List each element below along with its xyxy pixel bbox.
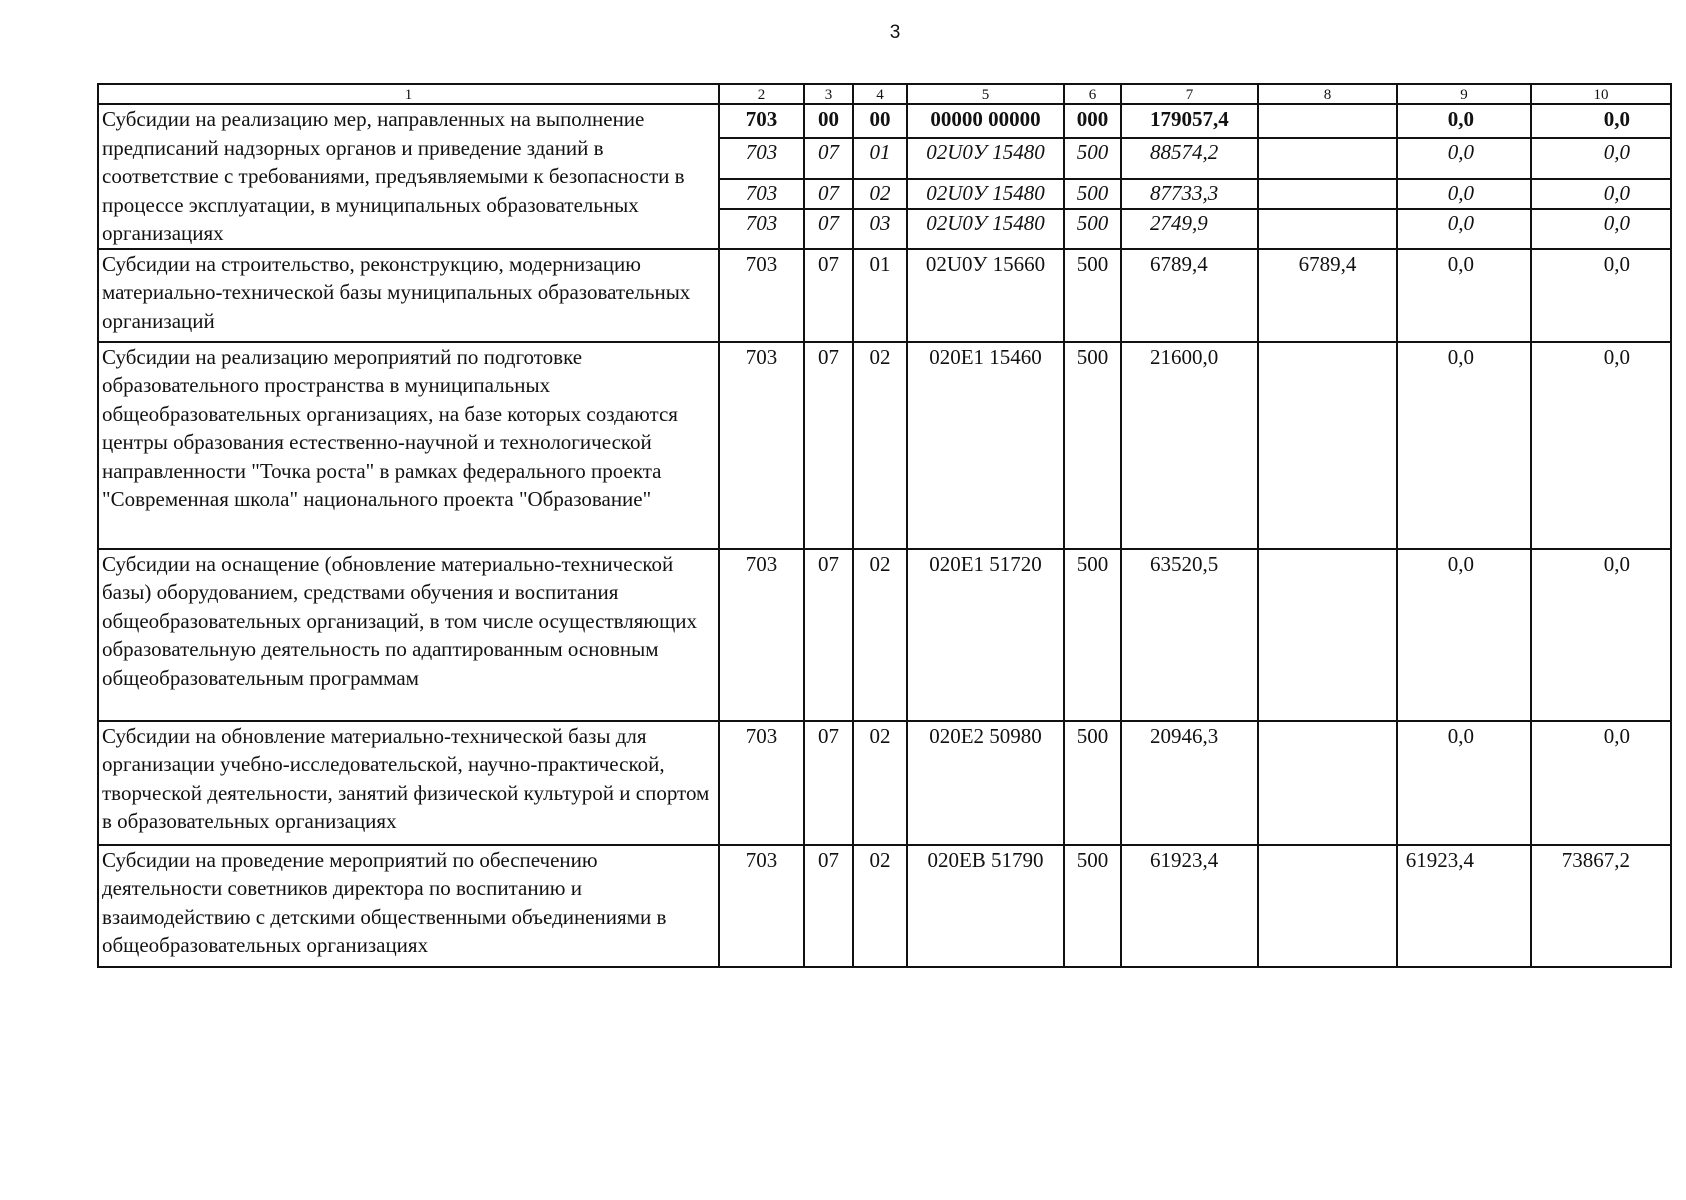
cell-col4: 02 [853,721,907,845]
cell-col7: 87733,3 [1121,179,1258,208]
cell-col8 [1258,179,1397,208]
cell-col3: 07 [804,249,853,342]
cell-col7: 61923,4 [1121,845,1258,967]
cell-col10: 0,0 [1531,549,1671,721]
cell-col7: 20946,3 [1121,721,1258,845]
cell-col8 [1258,721,1397,845]
cell-col8 [1258,104,1397,138]
cell-col3: 07 [804,138,853,180]
cell-col4: 02 [853,549,907,721]
cell-col6: 500 [1064,209,1121,249]
cell-col6: 500 [1064,721,1121,845]
cell-col7: 2749,9 [1121,209,1258,249]
row-description: Субсидии на проведение мероприятий по обеспечению деятельности советников директора по воспитанию и взаимодействию с детскими общественными объединениями в общеобразовательных организациях [98,845,719,967]
cell-col4: 01 [853,138,907,180]
row-description: Субсидии на реализацию мер, направленных на выполнение предписаний надзорных органов и приведение зданий в соответствие с требованиями, предъявляемыми к безопасности в процессе эксплуатации, в муниципальных образовательных организациях [98,104,719,249]
cell-col2: 703 [719,721,804,845]
cell-col6: 500 [1064,845,1121,967]
cell-col3: 07 [804,845,853,967]
cell-col2: 703 [719,549,804,721]
cell-col9: 0,0 [1397,104,1531,138]
column-number: 6 [1064,84,1121,104]
cell-col2: 703 [719,138,804,180]
cell-col9: 0,0 [1397,721,1531,845]
cell-col2: 703 [719,845,804,967]
cell-col10: 0,0 [1531,138,1671,180]
cell-col10: 0,0 [1531,342,1671,549]
cell-col2: 703 [719,179,804,208]
cell-col5: 020E1 51720 [907,549,1064,721]
cell-col2: 703 [719,249,804,342]
cell-col5: 02U0У 15480 [907,209,1064,249]
cell-col8 [1258,845,1397,967]
cell-col8 [1258,209,1397,249]
cell-col5: 020E1 15460 [907,342,1064,549]
cell-col7: 21600,0 [1121,342,1258,549]
cell-col9: 0,0 [1397,249,1531,342]
cell-col10: 0,0 [1531,209,1671,249]
cell-col6: 500 [1064,249,1121,342]
cell-col9: 0,0 [1397,179,1531,208]
column-number: 4 [853,84,907,104]
column-number: 2 [719,84,804,104]
cell-col5: 020E2 50980 [907,721,1064,845]
table-row [98,104,1671,138]
cell-col5: 02U0У 15660 [907,249,1064,342]
column-number: 9 [1397,84,1531,104]
cell-col3: 07 [804,721,853,845]
row-description: Субсидии на оснащение (обновление материально-технической базы) оборудованием, средствами обучения и воспитания общеобразовательных организаций, в том числе осуществляющих образовательную деятельность по адаптированным основным общеобразовательным программам [98,549,719,721]
cell-col5: 020EВ 51790 [907,845,1064,967]
table-row [98,342,1671,549]
cell-col6: 500 [1064,138,1121,180]
cell-col6: 000 [1064,104,1121,138]
row-description: Субсидии на обновление материально-технической базы для организации учебно-исследовательской, научно-практической, творческой деятельности, занятий физической культурой и спортом в образовательных организациях [98,721,719,845]
cell-col3: 07 [804,342,853,549]
column-number: 7 [1121,84,1258,104]
cell-col4: 02 [853,179,907,208]
column-number: 3 [804,84,853,104]
row-description: Субсидии на строительство, реконструкцию, модернизацию материально-технической базы муниципальных образовательных организаций [98,249,719,342]
cell-col7: 179057,4 [1121,104,1258,138]
column-number: 1 [98,84,719,104]
cell-col10: 73867,2 [1531,845,1671,967]
budget-table [97,83,1672,968]
cell-col4: 03 [853,209,907,249]
cell-col3: 00 [804,104,853,138]
cell-col9: 0,0 [1397,342,1531,549]
column-number: 10 [1531,84,1671,104]
cell-col3: 07 [804,209,853,249]
cell-col5: 02U0У 15480 [907,138,1064,180]
cell-col5: 00000 00000 [907,104,1064,138]
table-row [98,249,1671,342]
cell-col4: 02 [853,342,907,549]
cell-col7: 88574,2 [1121,138,1258,180]
cell-col9: 0,0 [1397,549,1531,721]
cell-col6: 500 [1064,342,1121,549]
cell-col8 [1258,342,1397,549]
page-number: 3 [889,22,901,43]
cell-col2: 703 [719,104,804,138]
cell-col3: 07 [804,179,853,208]
cell-col2: 703 [719,209,804,249]
cell-col7: 63520,5 [1121,549,1258,721]
cell-col6: 500 [1064,549,1121,721]
column-number-row [98,84,1671,104]
table-row [98,549,1671,721]
cell-col2: 703 [719,342,804,549]
column-number: 5 [907,84,1064,104]
cell-col10: 0,0 [1531,249,1671,342]
cell-col8 [1258,138,1397,180]
row-description: Субсидии на реализацию мероприятий по подготовке образовательного пространства в муниципальных общеобразовательных организациях, на базе которых создаются центры образования естественно-научной и технологической направленности "Точка роста" в рамках федерального проекта "Современная школа" национального проекта "Образование" [98,342,719,549]
cell-col4: 01 [853,249,907,342]
cell-col10: 0,0 [1531,721,1671,845]
cell-col10: 0,0 [1531,104,1671,138]
cell-col5: 02U0У 15480 [907,179,1064,208]
cell-col8 [1258,549,1397,721]
cell-col9: 0,0 [1397,209,1531,249]
column-number: 8 [1258,84,1397,104]
cell-col3: 07 [804,549,853,721]
table-row [98,721,1671,845]
cell-col8: 6789,4 [1258,249,1397,342]
cell-col4: 02 [853,845,907,967]
table-row [98,845,1671,967]
cell-col6: 500 [1064,179,1121,208]
cell-col9: 61923,4 [1397,845,1531,967]
cell-col9: 0,0 [1397,138,1531,180]
cell-col4: 00 [853,104,907,138]
cell-col7: 6789,4 [1121,249,1258,342]
cell-col10: 0,0 [1531,179,1671,208]
